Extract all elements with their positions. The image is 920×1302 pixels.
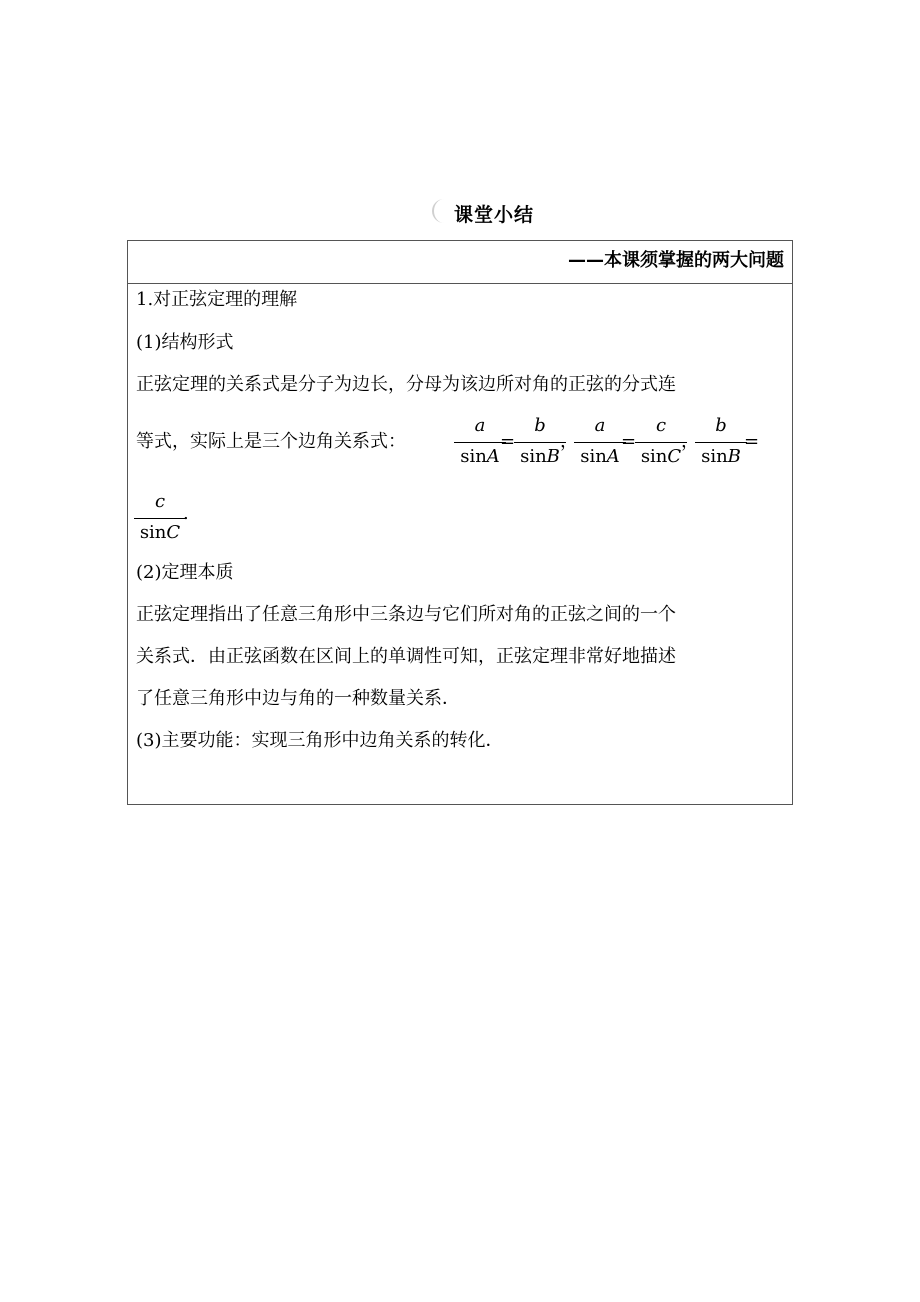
numerator: c — [154, 491, 166, 512]
numerator: a — [474, 415, 486, 436]
fraction-bar — [514, 442, 566, 443]
section-title: 课堂小结 — [454, 204, 535, 226]
fraction-bar — [454, 442, 506, 443]
subheading-essence: (2)定理本质 — [136, 562, 234, 583]
section-heading — [0, 196, 920, 230]
fraction-bar — [574, 442, 626, 443]
subheading-structure: (1)结构形式 — [136, 332, 234, 353]
box-subtitle: ——本课须掌握的两大问题 — [568, 250, 784, 271]
item-heading: 1.对正弦定理的理解 — [136, 289, 298, 310]
denominator: sinB — [520, 446, 560, 467]
equals-sign: = — [744, 431, 760, 452]
denominator: sinA — [460, 446, 500, 467]
fraction-a-sinA — [572, 415, 628, 471]
numerator: a — [594, 415, 606, 436]
equals-sign: = — [500, 431, 516, 452]
comma: ， — [560, 431, 578, 452]
period: . — [183, 503, 189, 524]
numerator: b — [534, 415, 546, 436]
denominator: sinC — [139, 522, 181, 543]
fraction-c-sinC — [132, 491, 188, 547]
equals-sign: = — [621, 431, 637, 452]
denominator: sinA — [580, 446, 620, 467]
numerator: b — [715, 415, 727, 436]
paragraph-line: 等式，实际上是三个边角关系式： — [136, 431, 406, 452]
paragraph-line: 关系式．由正弦函数在区间上的单调性可知，正弦定理非常好地描述 — [136, 646, 676, 667]
fraction-bar — [695, 442, 747, 443]
numerator: c — [655, 415, 667, 436]
fraction-bar — [635, 442, 687, 443]
denominator: sinB — [701, 446, 741, 467]
denominator: sinC — [640, 446, 682, 467]
summary-box — [127, 240, 793, 805]
comma: ， — [681, 431, 699, 452]
paragraph-line: 正弦定理的关系式是分子为边长，分母为该边所对角的正弦的分式连 — [136, 374, 676, 395]
header-divider — [128, 283, 792, 284]
subheading-function: (3)主要功能：实现三角形中边角关系的转化． — [136, 730, 504, 751]
crescent-moon-icon — [426, 196, 456, 226]
paragraph-line: 了任意三角形中边与角的一种数量关系． — [136, 688, 460, 709]
paragraph-line: 正弦定理指出了任意三角形中三条边与它们所对角的正弦之间的一个 — [136, 604, 676, 625]
fraction-bar — [134, 518, 186, 519]
fraction-b-sinB — [693, 415, 749, 471]
